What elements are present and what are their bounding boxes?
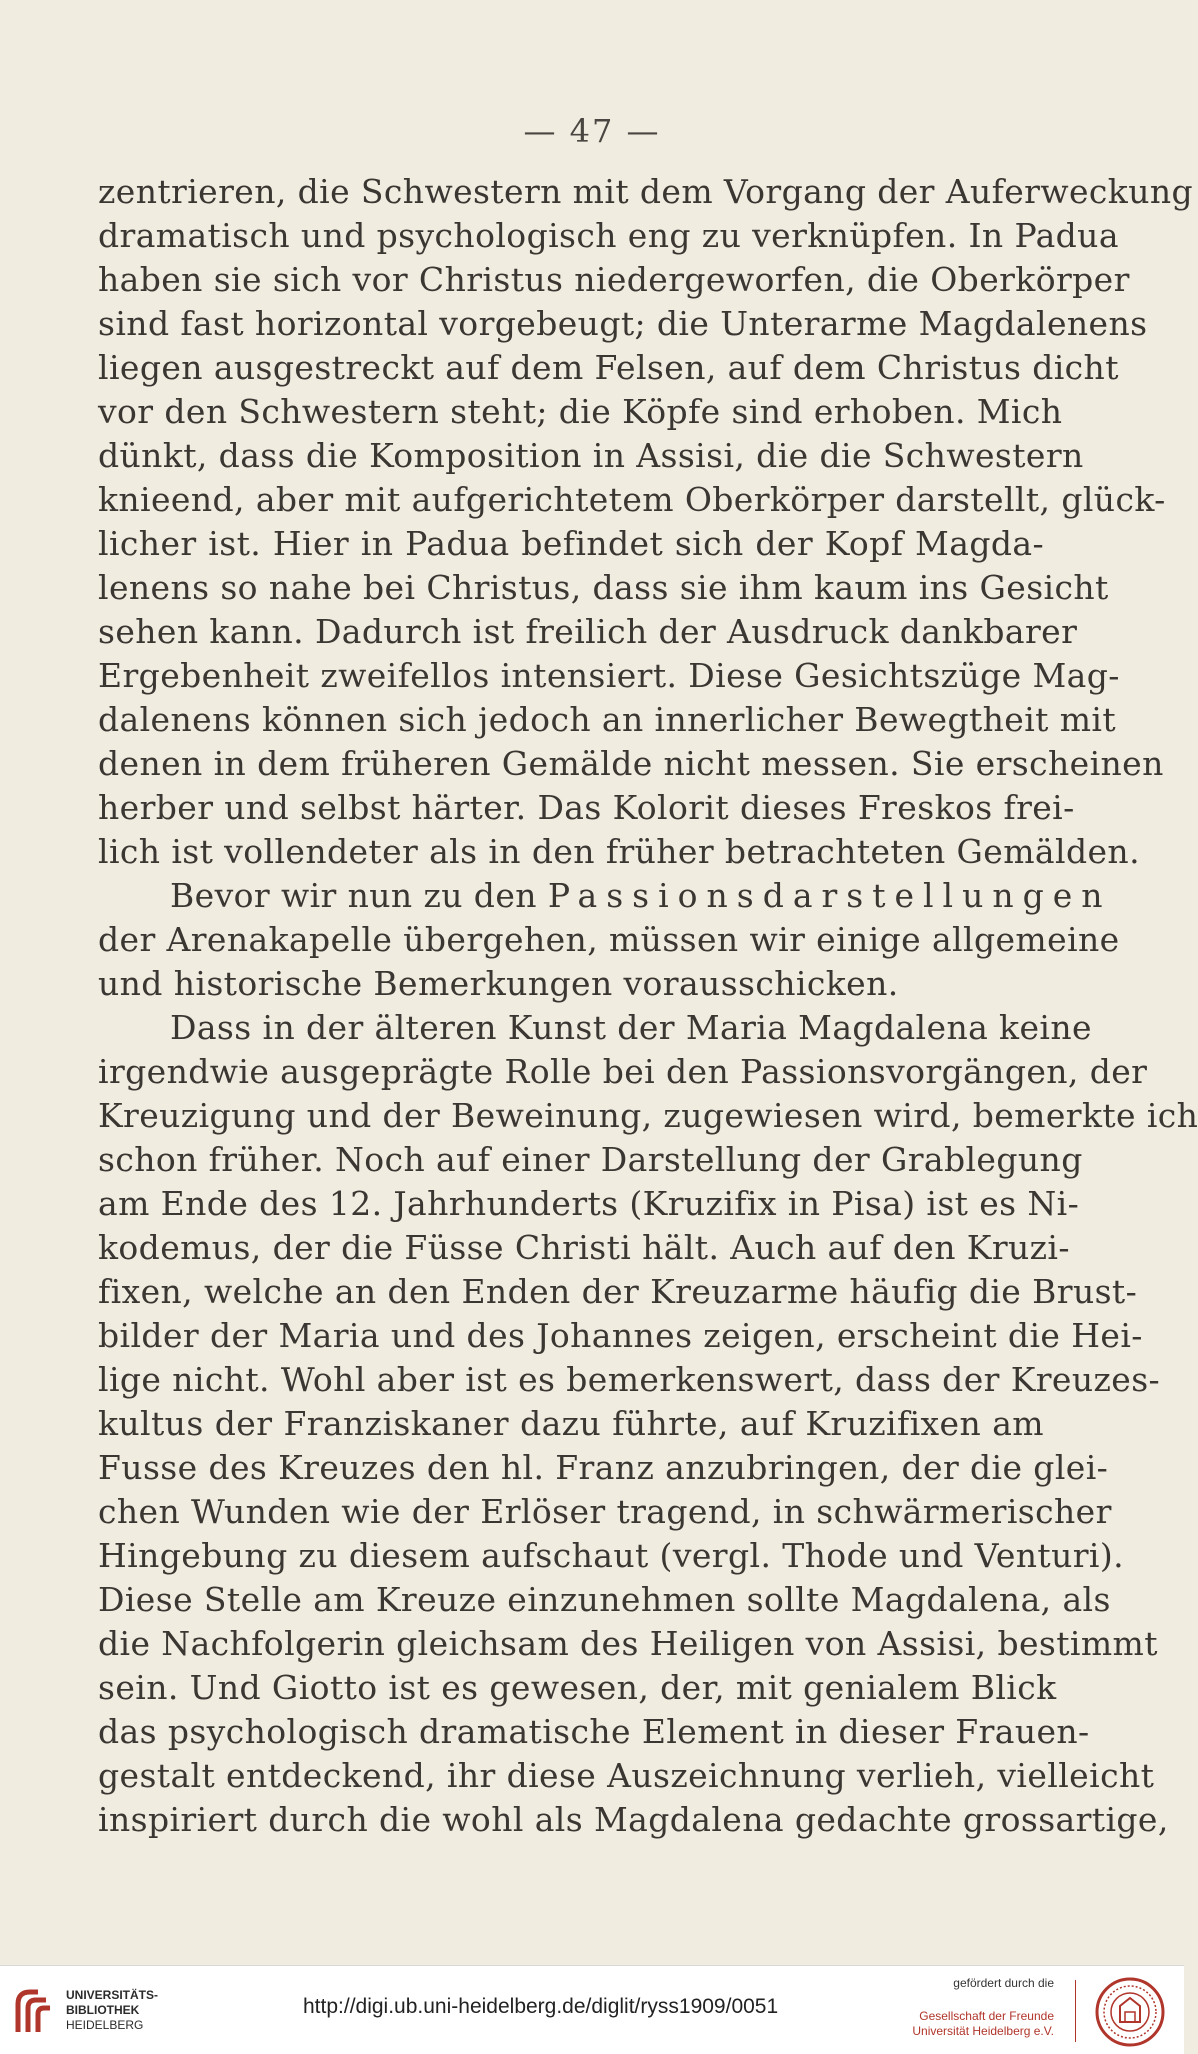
- text-line: inspiriert durch die wohl als Magdalena gedachte grossartige,: [98, 1800, 1169, 1839]
- text-line: Fusse des Kreuzes den hl. Franz anzubringen, der die glei-: [98, 1448, 1109, 1487]
- sponsor-label: gefördert durch die: [953, 1976, 1054, 1990]
- text-line: Hingebung zu diesem aufschaut (vergl. Thode und Venturi).: [98, 1536, 1125, 1575]
- text-line: dalenens können sich jedoch an innerlicher Bewegtheit mit: [98, 700, 1117, 739]
- text-line: und historische Bemerkungen vorausschicken.: [98, 964, 899, 1003]
- text-line: dramatisch und psychologisch eng zu verknüpfen. In Padua: [98, 216, 1119, 255]
- page-number: — 47 —: [523, 112, 661, 150]
- text-line: lige nicht. Wohl aber ist es bemerkenswert, dass der Kreuzes-: [98, 1360, 1161, 1399]
- sponsor-name: Gesellschaft der Freunde: [919, 2009, 1054, 2023]
- text-line: kodemus, der die Füsse Christi hält. Auch auf den Kruzi-: [98, 1228, 1070, 1267]
- text-line: sehen kann. Dadurch ist freilich der Ausdruck dankbarer: [98, 612, 1078, 651]
- text-line: das psychologisch dramatische Element in dieser Frauen-: [98, 1712, 1090, 1751]
- text-line: vor den Schwestern steht; die Köpfe sind erhoben. Mich: [98, 392, 1063, 431]
- digitization-footer: [0, 1965, 1184, 2054]
- text-line: kultus der Franziskaner dazu führte, auf Kruzifixen am: [98, 1404, 1044, 1443]
- text-line: der Arenakapelle übergehen, müssen wir einige allgemeine: [98, 920, 1120, 959]
- library-name: [66, 1988, 158, 2033]
- text-line: denen in dem früheren Gemälde nicht messen. Sie erscheinen: [98, 744, 1164, 783]
- university-seal-icon: [1094, 1976, 1166, 2048]
- text-line: liegen ausgestreckt auf dem Felsen, auf dem Christus dicht: [98, 348, 1119, 387]
- ub-heidelberg-logo-icon: [14, 1986, 54, 2036]
- source-url-link[interactable]: http://digi.ub.uni-heidelberg.de/diglit/ryss1909/0051: [303, 1995, 779, 2018]
- text-line-with-spaced-term: [98, 874, 1112, 918]
- text-line: knieend, aber mit aufgerichtetem Oberkörper darstellt, glück-: [98, 480, 1166, 519]
- text-line: die Nachfolgerin gleichsam des Heiligen von Assisi, bestimmt: [98, 1624, 1158, 1663]
- text-line: fixen, welche an den Enden der Kreuzarme häufig die Brust-: [98, 1272, 1138, 1311]
- text-fragment: Bevor wir nun zu den: [170, 876, 537, 915]
- text-line: herber und selbst härter. Das Kolorit dieses Freskos frei-: [98, 788, 1075, 827]
- library-name-line: UNIVERSITÄTS-: [66, 1988, 159, 2002]
- footer-divider: [1075, 1980, 1076, 2042]
- text-line: licher ist. Hier in Padua befindet sich der Kopf Magda-: [98, 524, 1044, 563]
- sponsor-name: Universität Heidelberg e.V.: [912, 2024, 1054, 2038]
- text-line: haben sie sich vor Christus niedergeworfen, die Oberkörper: [98, 260, 1130, 299]
- sponsor-credit: [912, 1976, 1054, 2039]
- body-text: [98, 170, 1198, 1842]
- text-line: sind fast horizontal vorgebeugt; die Unterarme Magdalenens: [98, 304, 1148, 343]
- text-line: bilder der Maria und des Johannes zeigen, erscheint die Hei-: [98, 1316, 1143, 1355]
- text-line: Kreuzigung und der Beweinung, zugewiesen wird, bemerkte ich: [98, 1096, 1198, 1135]
- library-name-line: BIBLIOTHEK: [66, 2003, 140, 2017]
- text-line: Ergebenheit zweifellos intensiert. Diese Gesichtszüge Mag-: [98, 656, 1120, 695]
- text-line: chen Wunden wie der Erlöser tragend, in schwärmerischer: [98, 1492, 1112, 1531]
- text-line: sein. Und Giotto ist es gewesen, der, mit genialem Blick: [98, 1668, 1057, 1707]
- text-line: irgendwie ausgeprägte Rolle bei den Passionsvorgängen, der: [98, 1052, 1148, 1091]
- text-line: dünkt, dass die Komposition in Assisi, die die Schwestern: [98, 436, 1084, 475]
- spaced-emphasis: Passionsdarstellungen: [547, 876, 1112, 915]
- text-line: Diese Stelle am Kreuze einzunehmen sollte Magdalena, als: [98, 1580, 1111, 1619]
- text-line: zentrieren, die Schwestern mit dem Vorgang der Auferweckung: [98, 172, 1194, 211]
- text-line: lenens so nahe bei Christus, dass sie ihm kaum ins Gesicht: [98, 568, 1109, 607]
- library-name-line: HEIDELBERG: [66, 2018, 144, 2032]
- text-line: Dass in der älteren Kunst der Maria Magdalena keine: [170, 1008, 1092, 1047]
- text-line: lich ist vollendeter als in den früher betrachteten Gemälden.: [98, 832, 1140, 871]
- text-line: am Ende des 12. Jahrhunderts (Kruzifix in Pisa) ist es Ni-: [98, 1184, 1080, 1223]
- text-line: gestalt entdeckend, ihr diese Auszeichnung verlieh, vielleicht: [98, 1756, 1155, 1795]
- text-line: schon früher. Noch auf einer Darstellung der Grablegung: [98, 1140, 1083, 1179]
